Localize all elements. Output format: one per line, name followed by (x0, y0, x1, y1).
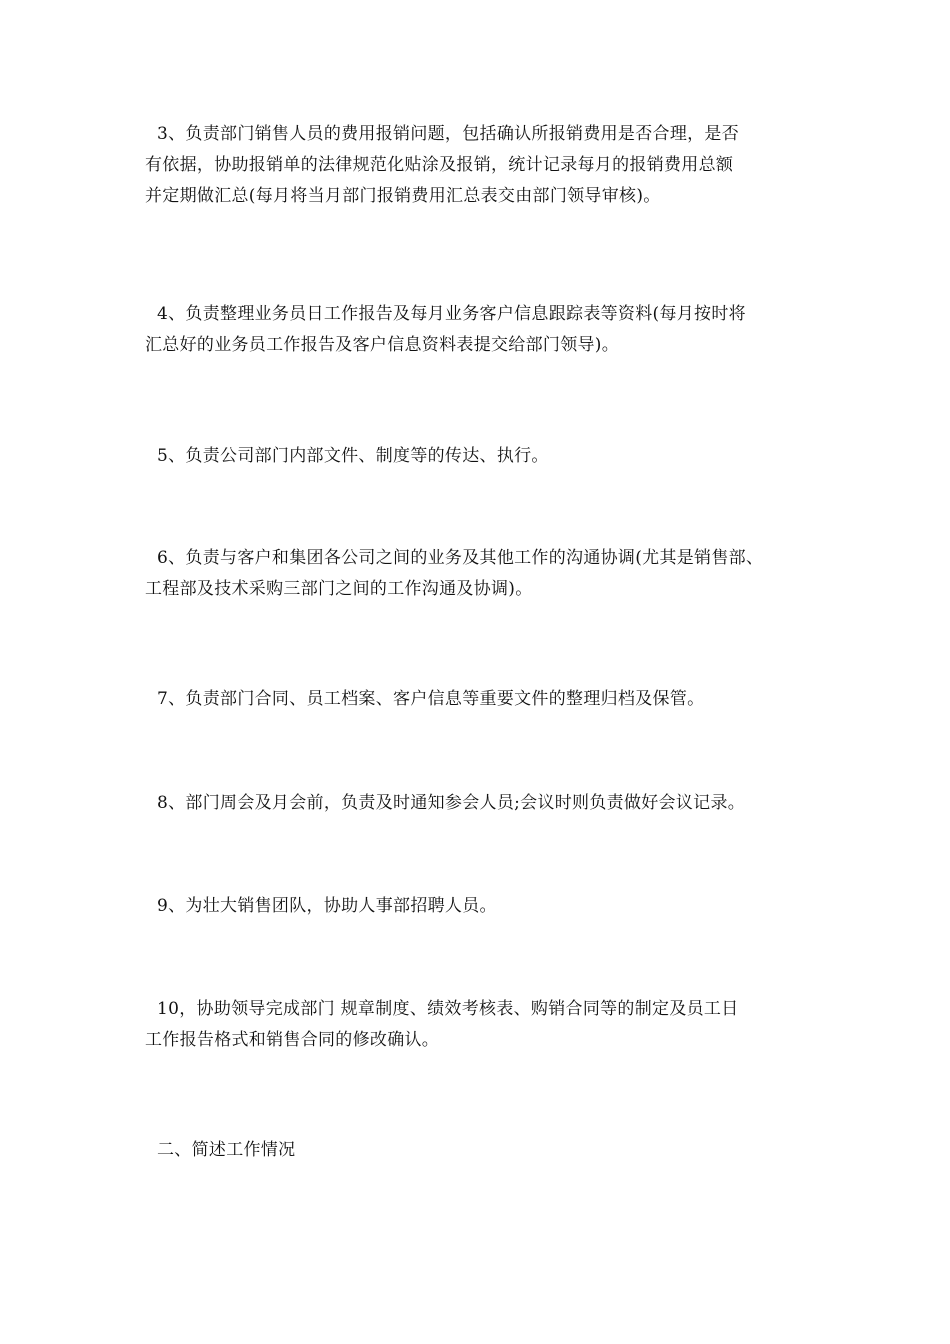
text-line: 6、负责与客户和集团各公司之间的业务及其他工作的沟通协调(尤其是销售部、 (157, 548, 764, 568)
text-line: 工程部及技术采购三部门之间的工作沟通及协调)。 (145, 579, 533, 599)
text-line: 10，协助领导完成部门 规章制度、绩效考核表、购销合同等的制定及员工日 (157, 999, 739, 1019)
text-line: 9、为壮大销售团队，协助人事部招聘人员。 (157, 896, 497, 916)
text-line: 有依据，协助报销单的法律规范化贴涂及报销，统计记录每月的报销费用总额 (145, 155, 734, 175)
duty-item-9 (145, 891, 845, 922)
duty-item-8 (145, 788, 845, 819)
text-line: 汇总好的业务员工作报告及客户信息资料表提交给部门领导)。 (145, 335, 620, 355)
text-line: 7、负责部门合同、员工档案、客户信息等重要文件的整理归档及保管。 (157, 689, 705, 709)
duty-item-5 (145, 441, 845, 472)
text-line: 4、负责整理业务员日工作报告及每月业务客户信息跟踪表等资料(每月按时将 (157, 304, 746, 324)
text-line: 8、部门周会及月会前，负责及时通知参会人员;会议时则负责做好会议记录。 (157, 793, 746, 813)
text-line: 工作报告格式和销售合同的修改确认。 (145, 1030, 440, 1050)
duty-item-10 (145, 994, 845, 1056)
text-line: 3、负责部门销售人员的费用报销问题，包括确认所报销费用是否合理，是否 (157, 124, 740, 144)
text-line: 5、负责公司部门内部文件、制度等的传达、执行。 (157, 446, 549, 466)
section-heading: 二、简述工作情况 (157, 1140, 296, 1160)
duty-item-3 (145, 119, 845, 212)
duty-item-7 (145, 684, 845, 715)
text-line: 并定期做汇总(每月将当月部门报销费用汇总表交由部门领导审核)。 (145, 186, 661, 206)
duty-item-6 (145, 543, 845, 605)
duty-item-4 (145, 299, 845, 361)
